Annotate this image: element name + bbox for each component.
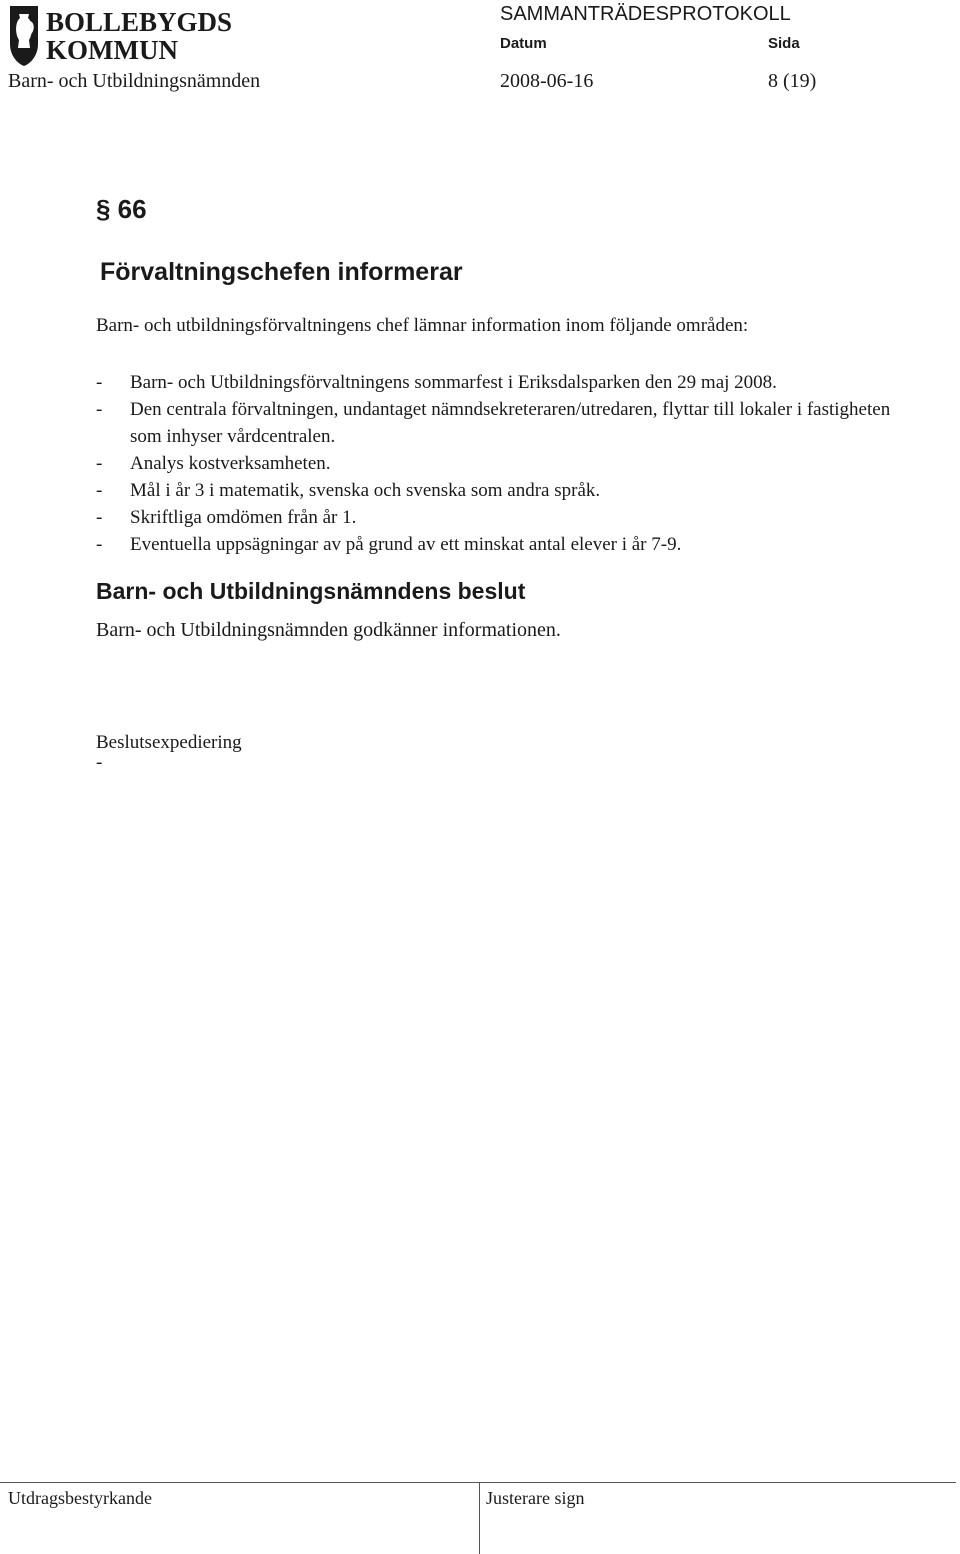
logo-text-line2: KOMMUN <box>46 35 178 65</box>
list-item-text: Mål i år 3 i matematik, svenska och svenska som andra språk. <box>130 480 601 501</box>
list-dash: - <box>96 372 103 393</box>
list-item-text: Eventuella uppsägningar av på grund av ett minskat antal elever i år 7-9. <box>130 534 682 555</box>
list-item <box>96 531 926 558</box>
intro-text: Barn- och utbildningsförvaltningens chef lämnar information inom följande områden: <box>96 315 749 336</box>
list-item-text: Analys kostverksamheten. <box>130 453 331 474</box>
list-dash: - <box>96 534 103 555</box>
crest-icon <box>10 6 38 66</box>
footer-divider <box>479 1482 480 1554</box>
information-list <box>96 369 926 558</box>
list-item <box>96 450 926 477</box>
page-number: 8 (19) <box>768 70 817 92</box>
list-item-text: Den centrala förvaltningen, undantaget nämndsekreteraren/utredaren, flyttar till lokaler i fastigheten som inhyser vårdcentralen. <box>130 399 891 447</box>
expedition-label: Beslutsexpediering <box>96 732 242 753</box>
list-dash: - <box>96 480 103 501</box>
committee-name: Barn- och Utbildningsnämnden <box>8 70 261 92</box>
logo-text-line1: BOLLEBYGDS <box>46 7 233 37</box>
list-item <box>96 396 926 450</box>
list-dash: - <box>96 507 103 528</box>
sida-label: Sida <box>768 35 800 52</box>
list-dash: - <box>96 399 103 420</box>
list-item-text: Skriftliga omdömen från år 1. <box>130 507 357 528</box>
decision-text: Barn- och Utbildningsnämnden godkänner informationen. <box>96 619 561 641</box>
expedition-value: - <box>96 752 103 773</box>
meeting-date: 2008-06-16 <box>500 70 594 92</box>
footer-adjuster-label: Justerare sign <box>486 1488 585 1508</box>
municipality-logo <box>8 4 244 68</box>
section-title: Förvaltningschefen informerar <box>100 258 463 286</box>
decision-heading: Barn- och Utbildningsnämndens beslut <box>96 578 526 604</box>
footer-certification-label: Utdragsbestyrkande <box>8 1488 152 1508</box>
list-item-text: Barn- och Utbildningsförvaltningens sommarfest i Eriksdalsparken den 29 maj 2008. <box>130 372 777 393</box>
list-dash: - <box>96 453 103 474</box>
signature-footer <box>0 1482 960 1554</box>
list-item <box>96 504 926 531</box>
list-item <box>96 477 926 504</box>
footer-rule <box>0 1482 956 1483</box>
paragraph-number: § 66 <box>96 194 147 224</box>
list-item <box>96 369 926 396</box>
document-type: SAMMANTRÄDESPROTOKOLL <box>500 3 791 25</box>
datum-label: Datum <box>500 35 547 52</box>
